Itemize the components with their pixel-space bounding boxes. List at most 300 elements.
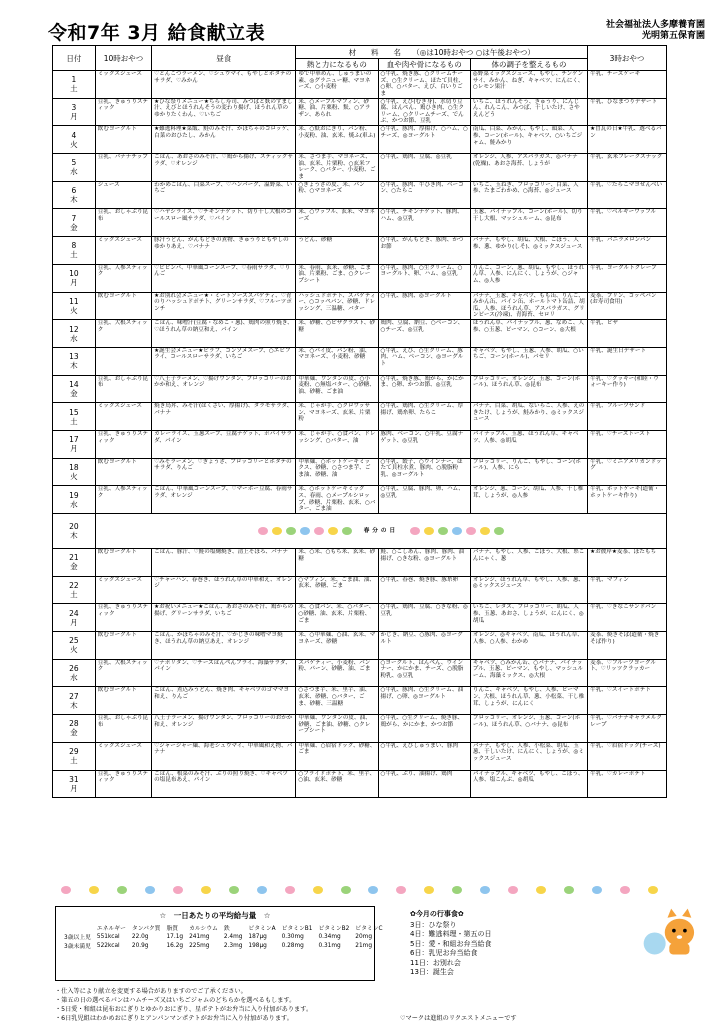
events-box <box>410 910 491 978</box>
nutrition-cell: 16.2g <box>166 942 184 949</box>
event-item: 11日：お別れ会 <box>410 958 461 967</box>
lunch-cell: わかめごはん、白菜スープ、♡ハンバーグ、温野菜、いちご <box>152 181 296 209</box>
red-food-cell: 米、さつま芋、マヨネーズ、油、玄米、片栗粉、○玄米フレーク、○バター、小麦粉、ごま <box>296 154 378 182</box>
weekday: 月 <box>70 278 78 288</box>
yellow-food-cell: ○牛乳、豚肉、牛ひき肉、ベーコン、○たらこ <box>378 181 470 209</box>
day-cell <box>53 715 96 743</box>
nutrition-box <box>55 906 383 981</box>
red-food-cell: ハッシュドポテト、スパゲティー、○コッペパン、砂糖、ドレッシング、三温糖、バター <box>296 292 378 320</box>
day-number: 15 <box>69 407 79 417</box>
nutrition-cell <box>61 923 94 932</box>
weekday: 土 <box>70 590 78 600</box>
day-cell <box>53 742 96 770</box>
menu-row <box>53 632 667 660</box>
menu-row <box>53 770 667 798</box>
day-cell <box>53 209 96 237</box>
nutrition-cell: 198μg <box>248 942 267 949</box>
nutrition-cell: 187μg <box>248 933 267 940</box>
note-line: ・5日愛・和組は昆布おにぎりとゆかりおにぎり、星ポテトがお弁当に入り付加があります。 <box>55 1006 313 1013</box>
nutrition-cell: 3歳以上児 <box>64 935 91 941</box>
am-snack-cell: 飲むヨーグルト <box>95 549 151 577</box>
day-cell <box>53 320 96 348</box>
weekday: 火 <box>70 139 78 149</box>
day-number: 6 <box>71 186 77 196</box>
am-snack-cell: 飲むヨーグルト <box>95 687 151 715</box>
red-food-cell: 米、じゃが芋、○食パン、ドレッシング、○バター、油 <box>296 430 378 458</box>
event-item: 5日：愛・和組お弁当給食 <box>410 939 492 948</box>
flower-icon <box>368 886 378 894</box>
day-cell <box>53 549 96 577</box>
day-cell <box>53 375 96 403</box>
am-snack-cell: 豆乳、おしゃぶり昆布 <box>95 375 151 403</box>
yellow-food-cell: ○牛乳、鶏肉、豆腐、○きな粉、◎豆乳 <box>378 604 470 632</box>
cat-icon <box>640 906 695 958</box>
day-cell <box>53 576 96 604</box>
menu-row <box>53 154 667 182</box>
weekday: 水 <box>70 673 78 683</box>
nursery-name: 光明第五保育園 <box>641 31 705 41</box>
nutrition-cell: ビタミンC <box>355 926 383 932</box>
flower-icon <box>313 886 323 894</box>
am-snack-cell: ジュース <box>95 181 151 209</box>
holiday-title: 春分の日 <box>363 528 399 535</box>
day-cell <box>53 430 96 458</box>
am-snack-cell: ミックスジュース <box>95 403 151 431</box>
nutrition-row <box>61 923 386 932</box>
nutrition-cell: ビタミンA <box>248 926 276 932</box>
flower-icon <box>201 886 211 894</box>
nutrition-table <box>61 923 386 950</box>
pm-snack-cell: 牛乳、マフィン <box>588 576 667 604</box>
lunch-cell: ごはん、味噌汁(豆腐・なめこ・葱)、鶏肉の照り焼き、♡ほうれん草の納豆和え、パイン <box>152 320 296 348</box>
red-food-cell: ○フライドポテト、米、里芋、○油、玄米、砂糖 <box>296 770 378 798</box>
lunch-cell: ごはん、かぼちゃのみそ汁、♡かじきの味噌マヨ焼き、ほうれん草の納豆あえ、オレンジ <box>152 632 296 660</box>
green-food-cell: バナナ、もやし、胡瓜、大根、ごぼう、人参、葱、ゆかり(しそ)、◎ミックスジュース <box>470 237 587 265</box>
menu-row <box>53 375 667 403</box>
note-line: ・第五の日の選べるパンはハムチーズ又はいちごジャムのどちらかを選べるもします。 <box>55 997 296 1004</box>
am-snack-cell: 豆乳、大根スティック <box>95 320 151 348</box>
weekday: 金 <box>70 562 78 572</box>
green-food-cell: バナナ、玉葱、キャベツ、もも缶、りんご、みかん缶、パイン缶、ホールトマト缶詰、胡瓜、人参、ほうれん草、アスパラガス、グリンピース(冷凍)、青海苔、セロリ <box>470 292 587 320</box>
lunch-cell: ★誕生会メニュー★ピラフ、コンソメスープ、○エビフライ、コールスローサラダ、いちご <box>152 347 296 375</box>
holiday-banner <box>95 514 666 549</box>
green-food-cell: ほうれん草、パイナップル、葱、なめこ、人参、○玉葱、ピーマン、○コーン、◎大根 <box>470 320 587 348</box>
day-number: 17 <box>69 435 79 445</box>
pm-snack-cell: 牛乳、♡たらこマヨせんべい <box>588 181 667 209</box>
weekday: 金 <box>70 222 78 232</box>
nutrition-cell: 0.34mg <box>318 933 341 940</box>
yellow-food-cell: ○牛乳、豚肉、○生クリーム、○ヨーグルト、卵、ハム、◎豆乳 <box>378 264 470 292</box>
menu-row <box>53 292 667 320</box>
am-snack-cell: 豆乳、人参スティック <box>95 264 151 292</box>
nutrition-cell: カルシウム <box>189 926 218 932</box>
weekday: 木 <box>70 195 78 205</box>
am-snack-cell: 豆乳、人参スティック <box>95 486 151 514</box>
lunch-cell: ♡ナポリタン、♡チーズはんぺんフライ、海藻サラダ、パイン <box>152 659 296 687</box>
day-number: 14 <box>69 379 79 389</box>
day-cell <box>53 687 96 715</box>
nutrition-cell: 2.4mg <box>223 933 243 940</box>
organization <box>606 20 705 42</box>
am-snack-cell: 飲むヨーグルト <box>95 126 151 154</box>
yellow-food-cell: 豚肉、ベーコン、○牛乳、豆腐ナゲット、◎豆乳 <box>378 430 470 458</box>
lunch-cell: ♡ジャージャー麺、海老シュウマイ、中華風和え物、バナナ <box>152 742 296 770</box>
weekday: 月 <box>70 617 78 627</box>
am-snack-cell: ミックスジュース <box>95 742 151 770</box>
nutrition-cell: 3歳未満児 <box>64 944 91 950</box>
col-am-snack: 10時おやつ <box>95 46 151 71</box>
green-food-cell: りんご、コーン、葱、胡瓜、もやし、ほうれん草、人参、にんにく、しょうが、○ジャム、◎人参 <box>470 264 587 292</box>
menu-row <box>53 458 667 486</box>
day-cell <box>53 264 96 292</box>
lunch-cell: カレーライス、玉葱スープ、豆腐ナゲット、ポパイサラダ、パイン <box>152 430 296 458</box>
weekday: 木 <box>70 361 78 371</box>
weekday: 土 <box>70 250 78 260</box>
day-number: 19 <box>69 490 79 500</box>
nutrition-cell: 0.31mg <box>318 942 341 949</box>
menu-row <box>53 403 667 431</box>
pm-snack-cell: 牛乳、ひなまつりデザート <box>588 98 667 126</box>
events-title: ✿今月の行事食✿ <box>410 910 464 918</box>
green-food-cell: キャベツ、もやし、玉葱、人参、胡瓜、○いちご、コーン(ホール)、パセリ <box>470 347 587 375</box>
pm-snack-cell: 牛乳、誕生日デザート <box>588 347 667 375</box>
pm-snack-cell: 牛乳、フルーツサンド <box>588 403 667 431</box>
day-number: 26 <box>69 664 79 674</box>
am-snack-cell: 豆乳、おしゃぶり昆布 <box>95 715 151 743</box>
pm-snack-cell: 牛乳、ヨーグルトクレープ <box>588 264 667 292</box>
yellow-food-cell: ○牛乳、えびしゅうまい、豚肉 <box>378 742 470 770</box>
nutrition-cell: タンパク質 <box>131 926 161 932</box>
flower-icon <box>592 886 602 894</box>
yellow-food-cell: ○牛乳、豚肉、○生クリーム、油揚げ、○卵、◎ヨーグルト <box>378 687 470 715</box>
pm-snack-cell: 牛乳、♡クッキー(和睦・ウォーキー作り) <box>588 375 667 403</box>
flower-icon <box>424 886 434 894</box>
red-food-cell: 米、○中華麺、○油、玄米、マヨネーズ、砂糖 <box>296 632 378 660</box>
menu-row <box>53 576 667 604</box>
flower-icon <box>61 886 71 894</box>
nutrition-cell: 0.30mg <box>281 933 304 940</box>
nutrition-cell: ビタミンB2 <box>318 926 350 932</box>
pm-snack-cell: 牛乳、♡カレーポテト <box>588 770 667 798</box>
col-yellow: 血や肉や骨になるもの <box>378 59 470 71</box>
nutrition-cell: 脂質 <box>166 926 179 932</box>
red-food-cell: ゆで中華めん、しゅうまいの素、◎グラニュー糖、マヨネーズ、○小麦粉 <box>296 71 378 99</box>
page-header <box>0 0 723 44</box>
day-number: 28 <box>69 719 79 729</box>
lunch-cell: ♡八王子ラーメン、♡揚げワンタン、ブロッコリーのおかか和え、オレンジ <box>152 375 296 403</box>
event-item: 13日：誕生会 <box>410 968 454 976</box>
day-number: 13 <box>69 352 79 362</box>
pm-snack-cell: ★冒瓦の日★牛乳、選べるパン <box>588 126 667 154</box>
day-cell <box>53 659 96 687</box>
pm-snack-cell: 麦茶、♡フルーツヨーグルト、♡リッツクラッカー <box>588 659 667 687</box>
menu-row <box>53 264 667 292</box>
lunch-cell: ★ひな祭りメニュー★ちらし寿司、みつばと麩のすまし汁、えびとほうれんそうの変わり揚げ、ほうれん草のゆかりたくわん、♡いちご <box>152 98 296 126</box>
green-food-cell: ブロッコリー、りんご、もやし、コーン(ホール)、人参、にら <box>470 458 587 486</box>
red-food-cell: ○さつま芋、米、里芋、油、玄米、砂糖、○バター、ごま、砂糖、三温糖 <box>296 687 378 715</box>
event-item: 4日：難逃料理・第五の日 <box>410 930 492 938</box>
menu-table <box>52 45 667 798</box>
day-cell <box>53 292 96 320</box>
flower-icon <box>341 886 351 894</box>
menu-row <box>53 486 667 514</box>
menu-row <box>53 430 667 458</box>
red-food-cell: 米、○ホットケーキミックス、春雨、○メープルシロップ、砂糖、片栗粉、玄米、○バター、ごま油 <box>296 486 378 514</box>
flower-icon <box>396 886 406 894</box>
request-note: ♡マークは進組のリクエストメニューです <box>400 1015 517 1022</box>
yellow-food-cell: 鶏肉、豆腐、納豆、○ベーコン、○チーズ、◎豆乳 <box>378 320 470 348</box>
flower-icon <box>452 886 462 894</box>
weekday: 土 <box>70 756 78 766</box>
day-number: 24 <box>69 608 79 618</box>
day-number: 27 <box>69 691 79 701</box>
green-food-cell: オレンジ、ほうれん草、もやし、人参、葱、◎ミックスジュース <box>470 576 587 604</box>
menu-row <box>53 549 667 577</box>
day-cell <box>53 98 96 126</box>
menu-row <box>53 659 667 687</box>
green-food-cell: ブロッコリー、オレンジ、玉葱、コーン(ホール)、ほうれん草、○バナナ、◎昆布 <box>470 715 587 743</box>
nutrition-row <box>61 932 386 941</box>
yellow-food-cell: ○牛乳、鶏肉、○生クリーム、厚揚げ、鶏糸卵、たらこ <box>378 403 470 431</box>
lunch-cell: ごはん、中華風コーンスープ、♡マーボー豆腐、春雨サラダ、オレンジ <box>152 486 296 514</box>
yellow-food-cell: ○牛乳、豆腐、豚肉、卵、ハム、◎豆乳 <box>378 486 470 514</box>
day-cell <box>53 458 96 486</box>
pm-snack-cell: 牛乳、ピザ <box>588 320 667 348</box>
red-food-cell: 米、○麩おにぎり、パン粉、小麦粉、油、玄米、焼ふ(車ふ) <box>296 126 378 154</box>
yellow-food-cell: ○牛乳、えび、○生クリーム、豚肉、ハム、ベーコン、◎ヨーグルト <box>378 347 470 375</box>
yellow-food-cell: ○牛乳、えび(むき身)、水切り豆腐、はんぺん、鶏ひき肉、○生クリーム、○クリームチーズ、でんぶ、かつお節、豆乳 <box>378 98 470 126</box>
nutrition-cell: 鉄 <box>223 926 230 932</box>
col-green: 体の調子を整えるもの <box>470 59 587 71</box>
red-food-cell: 米、○米、○もち米、玄米、砂糖 <box>296 549 378 577</box>
nutrition-cell: 22.0g <box>131 933 149 940</box>
yellow-food-cell: 鮭、○こしあん、豚肉、豚肉、油揚げ、○きな粉、◎ヨーグルト <box>378 549 470 577</box>
am-snack-cell <box>95 347 151 375</box>
nutrition-cell: 241mg <box>189 933 210 940</box>
lunch-cell: ♡ハヤシライス、♡チキンナゲット、切り干し大根のコールスロー風サラダ、♡パイン <box>152 209 296 237</box>
note-line: ・仕入等により献立を変更する場合がありますのでご了承ください。 <box>55 988 247 995</box>
menu-row <box>53 604 667 632</box>
day-cell <box>53 154 96 182</box>
lunch-cell: ♡とんこつラーメン、♡シュウマイ、もやしとホタテのサラダ、♡みかん <box>152 71 296 99</box>
red-food-cell: 米、○メープルマフィン、砂糖、油、片栗粉、麩、○アラザン、あられ <box>296 98 378 126</box>
day-cell <box>53 486 96 514</box>
yellow-food-cell: ○牛乳、餃子、○ウインナー、ほたて貝柱水煮、豚肉、○脱脂粉乳、◎ヨーグルト <box>378 458 470 486</box>
yellow-food-cell: ○牛乳、豚肉、◎ヨーグルト <box>378 292 470 320</box>
yellow-food-cell: ○牛乳、がんもどき、豚肉、かつお節 <box>378 237 470 265</box>
col-lunch: 昼食 <box>152 46 296 71</box>
nutrition-cell: 20mg <box>355 933 372 940</box>
weekday: 水 <box>70 333 78 343</box>
lunch-cell: ★お祝いメニュー★ごはん、あおさのみそ汁、鶏からの揚げ、グリーンサラダ、いちご <box>152 604 296 632</box>
weekday: 土 <box>70 84 78 94</box>
pm-snack-cell: 牛乳、♡きなこサンドパン <box>588 604 667 632</box>
nutrition-cell: 225mg <box>189 942 210 949</box>
menu-row <box>53 126 667 154</box>
menu-row <box>53 181 667 209</box>
am-snack-cell: 豆乳、大根スティック <box>95 659 151 687</box>
pm-snack-cell: ★お彼岸★麦茶、ぼたもち <box>588 549 667 577</box>
am-snack-cell: ミックスジュース <box>95 71 151 99</box>
green-food-cell: パイナップル、キャベツ、もやし、ごぼう、人参、塩こんぶ、◎胡瓜 <box>470 770 587 798</box>
weekday: 火 <box>70 645 78 655</box>
green-food-cell: ブロッコリー、オレンジ、玉葱、コーン(ホール)、ほうれん草、◎昆布 <box>470 375 587 403</box>
lunch-cell: ♡ビビンバ、中華風コーンスープ、♡春雨サラダ、♡りんご <box>152 264 296 292</box>
nutrition-cell: 17.1g <box>166 933 184 940</box>
menu-row <box>53 98 667 126</box>
pm-snack-cell: 牛乳、バニラメロンパン <box>588 237 667 265</box>
events-list <box>410 921 491 978</box>
decoration-icons <box>256 528 354 534</box>
event-item: 6日：乳児お弁当給食 <box>410 949 478 957</box>
lunch-cell: 焼き鳥丼、みそ汁(はくさい、厚揚げ)、タラモサラダ、バナナ <box>152 403 296 431</box>
red-food-cell: 中華麺、○ホットケーキミックス、砂糖、○さつま芋、ごま油、砂糖、油 <box>296 458 378 486</box>
col-red: 熱と力になるもの <box>296 59 378 71</box>
nutrition-title: ☆ 一日あたりの平均給与量 ☆ <box>159 911 271 920</box>
nutrition-cell: 2.3mg <box>223 942 243 949</box>
yellow-food-cell: ○牛乳、チキンナゲット、豚肉、ハム、◎豆乳 <box>378 209 470 237</box>
day-cell <box>53 514 96 549</box>
day-cell <box>53 604 96 632</box>
flower-icon <box>145 886 155 894</box>
pm-snack-cell: 牛乳、♡ミニアメリカンドッグ <box>588 458 667 486</box>
lunch-cell: ごはん、豚汁、♡鮭の塩麹焼き、清上そぼろ、バナナ <box>152 549 296 577</box>
am-snack-cell: 豆乳、きゅうりスティック <box>95 98 151 126</box>
menu-row <box>53 742 667 770</box>
day-number: 10 <box>69 269 79 279</box>
lunch-cell: ★難逃料理★菜飯、鮭のみそ汁、かぼちゃのコロッケ、白菜のおひたし、みかん <box>152 126 296 154</box>
day-cell <box>53 237 96 265</box>
am-snack-cell: 豆乳、おしゃぶり昆布 <box>95 209 151 237</box>
green-food-cell: りんご、キャベツ、もやし、人参、ピーマン、大根、ほうれん草、葱、小松菜、干し椎茸、しょうが、にんにく <box>470 687 587 715</box>
weekday: 火 <box>70 471 78 481</box>
pm-snack-cell: 牛乳、玄米フレークスナック <box>588 154 667 182</box>
green-food-cell: ◎野菜ミックスジュース、もやし、チンゲンサイ、みかん、ねぎ、キャベツ、にんにく、○レモン果汁 <box>470 71 587 99</box>
yellow-food-cell: ○牛乳、○生クリーム、焼き豚、鶏がら、かにかま、かつお節 <box>378 715 470 743</box>
menu-row <box>53 715 667 743</box>
col-ingredients: 材 料 名 （◎は10時おやつ ○は午後おやつ） <box>296 46 588 59</box>
lunch-cell: ごはん、あおさのみそ汁、♡鶏から揚げ、スティックサラダ、♡オレンジ <box>152 154 296 182</box>
decoration-row <box>52 883 667 897</box>
pm-snack-cell: 牛乳、♡チーズトースト <box>588 430 667 458</box>
page-title: 令和7年 3月 給食献立表 <box>48 22 266 44</box>
flower-icon <box>117 886 127 894</box>
nutrition-row <box>61 941 386 950</box>
org-name: 社会福祉法人多摩養育園 <box>605 20 705 30</box>
red-food-cell: 米、○ワッフル、玄米、マヨネーズ <box>296 209 378 237</box>
pm-snack-cell: 牛乳、♡バナナキャラメルクレープ <box>588 715 667 743</box>
green-food-cell: バナナ、もやし、人参、小松菜、胡瓜、玉葱、干しいたけ、にんにく、しょうが、◎ミックスジュース <box>470 742 587 770</box>
red-food-cell: うどん、砂糖 <box>296 237 378 265</box>
pm-snack-cell: 麦茶、プリン、コッペパン(お寿司食用) <box>588 292 667 320</box>
flower-icon <box>285 886 295 894</box>
menu-row <box>53 237 667 265</box>
am-snack-cell: ミックスジュース <box>95 237 151 265</box>
flower-icon <box>564 886 574 894</box>
yellow-food-cell: ○牛乳、焼き豚、鶏がら、かにかま、○卵、かつお節、◎豆乳 <box>378 375 470 403</box>
lunch-cell: 豚汁うどん、がんもどきの煮物、きゅうりともやしのゆかりあえ、♡バナナ <box>152 237 296 265</box>
lunch-cell: ごはん、煮込みうどん、焼き肉、キャベツのゴママヨ和え、りんご <box>152 687 296 715</box>
menu-row <box>53 514 667 549</box>
day-number: 25 <box>69 636 79 646</box>
day-number: 18 <box>69 462 79 472</box>
weekday: 木 <box>70 531 78 540</box>
flower-icon <box>257 886 267 894</box>
menu-row <box>53 71 667 99</box>
day-number: 8 <box>71 241 77 251</box>
lunch-cell: ♡みそラーメン、♡ぎょうざ、ブロッコリーとホタテのサラダ、りんご <box>152 458 296 486</box>
am-snack-cell: 飲むヨーグルト <box>95 292 151 320</box>
menu-row <box>53 209 667 237</box>
flower-icon <box>480 886 490 894</box>
col-pm-snack: 3時おやつ <box>588 46 667 71</box>
day-cell <box>53 126 96 154</box>
green-food-cell: いちご、玉ねぎ、ブロッコリー、白菜、人参、たまごわかめ、○海苔、◎ジュース <box>470 181 587 209</box>
flower-icon <box>229 886 239 894</box>
red-food-cell: ○ぎょうざの皮、米、パン粉、○マヨネーズ <box>296 181 378 209</box>
pm-snack-cell: 牛乳、チーズケーキ <box>588 71 667 99</box>
day-number: 7 <box>71 213 77 223</box>
event-item: 3日：ひな祭り <box>410 920 457 929</box>
day-number: 22 <box>69 581 79 591</box>
nutrition-cell: 21mg <box>355 942 372 949</box>
day-number: 31 <box>69 774 79 784</box>
red-food-cell: 米、○食パン、米、○バター、○砂糖、油、玄米、片栗粉、ごま <box>296 604 378 632</box>
weekday: 金 <box>70 728 78 738</box>
flower-icon <box>536 886 546 894</box>
yellow-food-cell: ○牛乳、ぶり、油揚げ、鶏肉 <box>378 770 470 798</box>
menu-body <box>53 71 667 798</box>
green-food-cell: オレンジ、葱、コーン、胡瓜、人参、干し椎茸、しょうが、◎人参 <box>470 486 587 514</box>
day-cell <box>53 770 96 798</box>
green-food-cell: キャベツ、○みかん缶、○バナナ、パイナップル、玉葱、ピーマン、もやし、マッシュルーム、海藻ミックス、◎大根 <box>470 659 587 687</box>
note-line: ・6日乳児組はわかめおにぎりとアンパンマンポテトがお弁当に入り付加があります。 <box>55 1015 293 1022</box>
nutrition-cell: エネルギー <box>96 926 126 932</box>
am-snack-cell: 飲むヨーグルト <box>95 632 151 660</box>
weekday: 金 <box>70 388 78 398</box>
menu-row <box>53 687 667 715</box>
yellow-food-cell: ○ヨーグルト、はんぺん、ウインナー、かにかま、チーズ、○脱脂粉乳、◎豆乳 <box>378 659 470 687</box>
green-food-cell: オレンジ、◎キャベツ、南瓜、ほうれん草、人参、○人参、わかめ <box>470 632 587 660</box>
am-snack-cell: 飲むヨーグルト <box>95 458 151 486</box>
red-food-cell: 中華麺、ワンタンの皮、○小麦粉、○無塩バター、○砂糖、油、砂糖、ごま油 <box>296 375 378 403</box>
nutrition-cell: ビタミンB1 <box>281 926 313 932</box>
day-number: 4 <box>71 130 77 140</box>
flower-icon <box>89 886 99 894</box>
pm-snack-cell: 牛乳、ホットケーキ(道衛・ホットケーキ作り) <box>588 486 667 514</box>
pm-snack-cell: 麦茶、焼きそば(道衛・焼きそば作り) <box>588 632 667 660</box>
day-number: 12 <box>69 324 79 334</box>
am-snack-cell: 豆乳、バナナチップ <box>95 154 151 182</box>
weekday: 木 <box>70 700 78 710</box>
col-date: 日付 <box>53 46 96 71</box>
green-food-cell: オレンジ、人参、アスパラガス、◎バナナ(乾燥)、あおさ海苔、しょうが <box>470 154 587 182</box>
day-cell <box>53 347 96 375</box>
red-food-cell: 中華麺、ワンタンの皮、油、砂糖、ごま油、砂糖、○クレープシート <box>296 715 378 743</box>
green-food-cell: いちご、ほうれんそう、きゅうり、にんじん、れんこん、みつば、干しいたけ、さやえんどう <box>470 98 587 126</box>
pm-snack-cell: 牛乳、♡スイートポテト <box>588 687 667 715</box>
day-cell <box>53 632 96 660</box>
lunch-cell: ごはん、根菜のみそ汁、ぶりの照り焼き、♡キャベツの塩昆布あえ、パイン <box>152 770 296 798</box>
weekday: 土 <box>70 416 78 426</box>
am-snack-cell: 豆乳、きゅうりスティック <box>95 604 151 632</box>
nutrition-cell: 551kcal <box>96 933 120 940</box>
yellow-food-cell: ○牛乳、春巻、焼き豚、豚糸卵 <box>378 576 470 604</box>
day-number: 11 <box>69 296 79 306</box>
day-number: 29 <box>69 747 79 757</box>
red-food-cell: 米、春雨、玄米、砂糖、ごま油、片栗粉、ごま、○クレープシート <box>296 264 378 292</box>
weekday: 水 <box>70 499 78 509</box>
